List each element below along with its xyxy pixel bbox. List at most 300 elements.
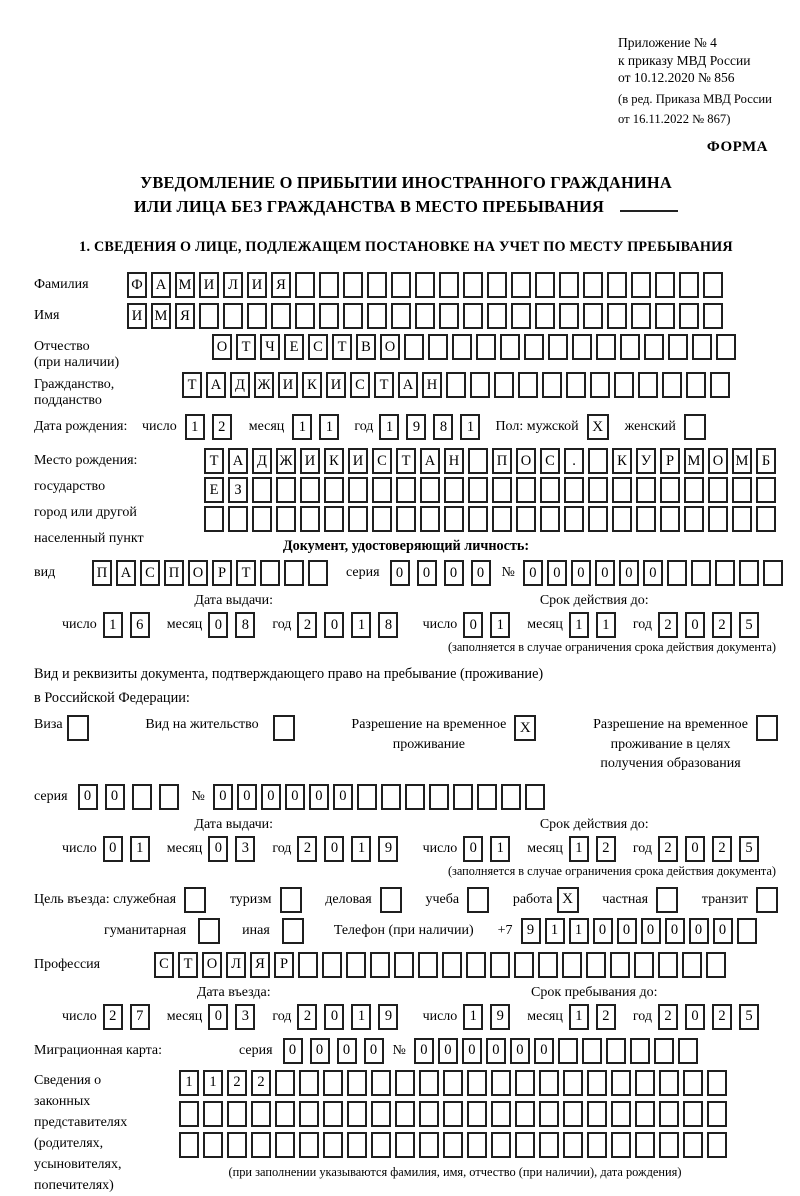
form-cell [668, 334, 688, 360]
form-cell [319, 303, 339, 329]
form-cell [587, 1070, 607, 1096]
form-cell: 1 [545, 918, 565, 944]
purpose-work-checkbox: X [557, 887, 579, 913]
form-cell: 0 [103, 836, 123, 862]
form-cell [563, 1070, 583, 1096]
form-cell [611, 1070, 631, 1096]
form-cell: 1 [185, 414, 205, 440]
form-cell [539, 1132, 559, 1158]
form-cell [467, 1070, 487, 1096]
identity-doc-row [34, 560, 778, 586]
form-cell [542, 372, 562, 398]
form-cell [343, 303, 363, 329]
form-cell: 0 [641, 918, 661, 944]
form-cell [562, 952, 582, 978]
phone-prefix: +7 [497, 922, 513, 938]
form-cell: 0 [208, 612, 228, 638]
form-cell [583, 272, 603, 298]
surname-label: Фамилия [34, 277, 89, 293]
form-cell: А [151, 272, 171, 298]
form-cell: Л [223, 272, 243, 298]
form-cell: О [708, 448, 728, 474]
purpose-humanitarian-label: гуманитарная [104, 922, 187, 938]
form-cell [588, 448, 608, 474]
form-cell: А [206, 372, 226, 398]
appendix-block [618, 34, 778, 127]
form-cell: Т [236, 560, 256, 586]
purpose-business: деловая [325, 887, 401, 913]
form-cell: Я [271, 272, 291, 298]
form-cell [348, 477, 368, 503]
form-cell [558, 1038, 578, 1064]
form-cell [587, 1132, 607, 1158]
form-cell [707, 1101, 727, 1127]
form-cell [347, 1132, 367, 1158]
appendix-line: от 10.12.2020 № 856 [618, 70, 735, 86]
form-cell [515, 1101, 535, 1127]
option-visa: Виза [34, 715, 89, 741]
form-cell: 0 [462, 1038, 482, 1064]
patronymic-label: Отчество (при наличии) [34, 339, 120, 371]
form-cell: 2 [658, 612, 678, 638]
form-cell: С [540, 448, 560, 474]
form-cell [308, 560, 328, 586]
form-cell [756, 506, 776, 532]
form-cell: 1 [351, 836, 371, 862]
form-cell: 0 [595, 560, 615, 586]
form-cell [323, 1132, 343, 1158]
form-cell: 0 [534, 1038, 554, 1064]
form-cell [635, 1070, 655, 1096]
form-cell: А [228, 448, 248, 474]
purpose-transit: транзит [702, 887, 778, 913]
form-cell: Б [756, 448, 776, 474]
form-cell [203, 1101, 223, 1127]
form-cell [756, 477, 776, 503]
form-cell: 7 [130, 1004, 150, 1030]
form-cell: 1 [103, 612, 123, 638]
sex-male-checkbox: X [587, 414, 609, 440]
form-cell [372, 506, 392, 532]
form-cell: О [188, 560, 208, 586]
form-cell: О [380, 334, 400, 360]
form-cell [572, 334, 592, 360]
form-cell [563, 1101, 583, 1127]
form-cell: 5 [739, 612, 759, 638]
form-cell [223, 303, 243, 329]
option-temp-permit: Разрешение на временное проживание X [351, 715, 536, 754]
form-cell: 8 [433, 414, 453, 440]
form-cell [660, 506, 680, 532]
form-cell: 0 [414, 1038, 434, 1064]
form-label: ФОРМА [706, 139, 768, 156]
form-cell: Е [284, 334, 304, 360]
form-cell: 1 [130, 836, 150, 862]
purpose-row-2 [34, 918, 778, 944]
doc-kind-label: вид [34, 565, 56, 581]
form-cell [566, 372, 586, 398]
citizenship-cells [182, 372, 734, 398]
form-cell [415, 303, 435, 329]
form-cell [284, 560, 304, 586]
identity-doc-dates [34, 593, 778, 638]
form-cell [371, 1070, 391, 1096]
form-cell [444, 506, 464, 532]
form-cell [539, 1101, 559, 1127]
form-cell: И [127, 303, 147, 329]
purpose-official-checkbox [184, 887, 206, 913]
birth-year-cells [379, 414, 487, 440]
form-cell [612, 506, 632, 532]
form-cell: 1 [351, 1004, 371, 1030]
form-cell [490, 952, 510, 978]
form-cell [446, 372, 466, 398]
form-cell [295, 272, 315, 298]
residence-permit-checkbox [273, 715, 295, 741]
rvp-number-cells [213, 784, 549, 810]
form-cell [395, 1070, 415, 1096]
form-cell [511, 303, 531, 329]
purpose-private-checkbox [656, 887, 678, 913]
migration-card-row [34, 1038, 778, 1064]
form-cell: 0 [685, 836, 705, 862]
form-cell: 1 [203, 1070, 223, 1096]
form-cell: К [612, 448, 632, 474]
form-cell [467, 1132, 487, 1158]
form-cell [739, 560, 759, 586]
form-cell [391, 303, 411, 329]
form-cell [298, 952, 318, 978]
form-cell: Л [226, 952, 246, 978]
form-cell: О [212, 334, 232, 360]
form-cell [372, 477, 392, 503]
form-cell [715, 560, 735, 586]
form-cell: 1 [569, 836, 589, 862]
form-cell: Т [178, 952, 198, 978]
form-cell [276, 477, 296, 503]
form-cell [659, 1132, 679, 1158]
form-cell: Р [212, 560, 232, 586]
purpose-humanitarian-checkbox [198, 918, 220, 944]
representatives-note: (при заполнении указываются фамилия, имя, отчество (при наличии), дата рождения) [228, 1164, 682, 1179]
mig-number-cells [414, 1038, 702, 1064]
form-cell [346, 952, 366, 978]
form-cell [708, 477, 728, 503]
form-cell [634, 952, 654, 978]
form-cell: И [278, 372, 298, 398]
edition-line: (в ред. Приказа МВД России [618, 91, 772, 106]
form-cell [468, 477, 488, 503]
form-cell [590, 372, 610, 398]
mig-series-label: серия [239, 1042, 273, 1058]
form-cell: 0 [390, 560, 410, 586]
form-cell: 0 [261, 784, 281, 810]
form-cell: А [398, 372, 418, 398]
form-cell [692, 334, 712, 360]
form-cell [494, 372, 514, 398]
form-cell: 0 [486, 1038, 506, 1064]
form-cell: Т [182, 372, 202, 398]
form-cell [227, 1101, 247, 1127]
form-cell [614, 372, 634, 398]
form-cell [514, 952, 534, 978]
form-cell: С [308, 334, 328, 360]
form-cell [132, 784, 152, 810]
patronymic-row [34, 334, 778, 371]
stay-until-group: Срок пребывания до: число 1 9 месяц 1 2 год 2 0 2 5 [423, 985, 766, 1030]
form-cell: 9 [406, 414, 426, 440]
form-cell [596, 334, 616, 360]
form-cell: П [164, 560, 184, 586]
purpose-tourism-checkbox [280, 887, 302, 913]
form-cell: П [492, 448, 512, 474]
form-cell: 0 [593, 918, 613, 944]
form-cell [679, 303, 699, 329]
form-cell: 2 [297, 1004, 317, 1030]
form-cell [678, 1038, 698, 1064]
form-cell: Т [396, 448, 416, 474]
form-cell [610, 952, 630, 978]
form-cell [588, 506, 608, 532]
form-cell [295, 303, 315, 329]
form-cell: 0 [463, 836, 483, 862]
form-cell [275, 1101, 295, 1127]
form-cell [500, 334, 520, 360]
form-cell: М [684, 448, 704, 474]
phone-label: Телефон (при наличии) [333, 922, 474, 938]
form-cell [515, 1070, 535, 1096]
form-cell [501, 784, 521, 810]
form-cell: 0 [685, 1004, 705, 1030]
form-cell [299, 1132, 319, 1158]
form-cell [395, 1132, 415, 1158]
form-cell: 1 [569, 1004, 589, 1030]
birth-place-cells [204, 448, 780, 535]
form-cell [535, 272, 555, 298]
form-cell [415, 272, 435, 298]
rvp-number-label: № [191, 788, 205, 804]
doc-series-label: серия [346, 565, 380, 581]
purpose-business-checkbox [380, 887, 402, 913]
form-cell [732, 477, 752, 503]
form-cell: 2 [712, 612, 732, 638]
sex-female-label: женский [624, 419, 676, 435]
form-cell: Ф [127, 272, 147, 298]
form-cell: З [228, 477, 248, 503]
form-cell: Н [444, 448, 464, 474]
form-cell [607, 272, 627, 298]
form-cell: М [151, 303, 171, 329]
citizenship-label: Гражданство, подданство [34, 377, 115, 409]
form-cell [324, 506, 344, 532]
patronymic-cells [212, 334, 740, 360]
form-cell: Т [332, 334, 352, 360]
form-cell [540, 506, 560, 532]
form-cell: 5 [739, 836, 759, 862]
form-cell: 1 [379, 414, 399, 440]
form-cell [452, 334, 472, 360]
representatives-row [34, 1070, 778, 1196]
form-cell [347, 1070, 367, 1096]
form-cell [631, 272, 651, 298]
form-cell [468, 506, 488, 532]
form-cell: С [140, 560, 160, 586]
form-cell [660, 477, 680, 503]
form-cell [391, 272, 411, 298]
form-cell [564, 477, 584, 503]
form-cell [275, 1070, 295, 1096]
purpose-official: Цель въезда: служебная [34, 887, 206, 913]
form-cell: Т [204, 448, 224, 474]
citizenship-row [34, 372, 778, 409]
form-cell: 0 [213, 784, 233, 810]
purpose-study-checkbox [467, 887, 489, 913]
form-cell: С [372, 448, 392, 474]
form-cell: Ж [276, 448, 296, 474]
doc-kind-cells [92, 560, 332, 586]
purpose-study: учеба [425, 887, 489, 913]
form-cell [419, 1132, 439, 1158]
form-cell [654, 1038, 674, 1064]
form-cell [518, 372, 538, 398]
edition-line: от 16.11.2022 № 867) [618, 112, 731, 126]
form-cell [323, 1070, 343, 1096]
entry-date-group: Дата въезда: число 2 7 месяц 0 3 год 2 0 1 9 [62, 985, 405, 1030]
form-cell: 0 [643, 560, 663, 586]
form-cell [443, 1070, 463, 1096]
appendix-line: Приложение № 4 [618, 35, 717, 50]
form-cell [251, 1101, 271, 1127]
form-cell [324, 477, 344, 503]
form-cell [612, 477, 632, 503]
form-cell: . [564, 448, 584, 474]
form-cell: Д [230, 372, 250, 398]
form-title [34, 172, 778, 219]
option-residence-permit: Вид на жительство [145, 715, 294, 741]
form-cell [470, 372, 490, 398]
form-cell: М [732, 448, 752, 474]
form-cell [655, 303, 675, 329]
form-cell [683, 1132, 703, 1158]
form-cell: И [348, 448, 368, 474]
form-cell: 0 [309, 784, 329, 810]
form-cell: 1 [179, 1070, 199, 1096]
form-cell: О [516, 448, 536, 474]
form-cell [635, 1101, 655, 1127]
form-cell: 0 [547, 560, 567, 586]
form-cell: И [300, 448, 320, 474]
form-cell: И [326, 372, 346, 398]
form-cell [706, 952, 726, 978]
form-cell: 2 [297, 836, 317, 862]
form-cell: 0 [523, 560, 543, 586]
form-cell: Я [250, 952, 270, 978]
phone-cells [521, 918, 761, 944]
rvp-series-label: серия [34, 788, 68, 804]
form-cell [737, 918, 757, 944]
form-cell [516, 477, 536, 503]
form-cell: 1 [569, 918, 589, 944]
rvp-series-cells [78, 784, 186, 810]
form-cell: М [175, 272, 195, 298]
form-cell: В [356, 334, 376, 360]
form-cell: 0 [324, 612, 344, 638]
option-edu-permit: Разрешение на временное проживание в целях получения образования [593, 715, 778, 774]
form-cell [539, 1070, 559, 1096]
form-cell [467, 1101, 487, 1127]
form-cell: 2 [251, 1070, 271, 1096]
migration-card-label: Миграционная карта: [34, 1042, 163, 1058]
form-cell [370, 952, 390, 978]
form-cell: И [199, 272, 219, 298]
form-cell [319, 272, 339, 298]
form-cell [710, 372, 730, 398]
purpose-transit-checkbox [756, 887, 778, 913]
form-cell [347, 1101, 367, 1127]
purpose-private: частная [602, 887, 678, 913]
form-cell [511, 272, 531, 298]
form-cell [516, 506, 536, 532]
form-cell: 0 [617, 918, 637, 944]
form-cell [276, 506, 296, 532]
form-title-line1: УВЕДОМЛЕНИЕ О ПРИБЫТИИ ИНОСТРАННОГО ГРАЖДАНИНА [140, 173, 672, 193]
form-cell [644, 334, 664, 360]
form-cell [587, 1101, 607, 1127]
form-cell: 0 [438, 1038, 458, 1064]
form-cell [659, 1101, 679, 1127]
form-cell [559, 303, 579, 329]
form-cell [703, 272, 723, 298]
form-cell [658, 952, 678, 978]
form-cell: 0 [208, 836, 228, 862]
form-cell [686, 372, 706, 398]
mig-number-label: № [392, 1042, 406, 1058]
form-cell [228, 506, 248, 532]
form-cell: 0 [571, 560, 591, 586]
form-cell: 3 [235, 1004, 255, 1030]
form-cell [252, 477, 272, 503]
form-cell: 1 [490, 612, 510, 638]
form-cell: Ж [254, 372, 274, 398]
form-cell: 1 [292, 414, 312, 440]
form-cell: С [350, 372, 370, 398]
given-name-label: Имя [34, 308, 60, 324]
form-cell [491, 1070, 511, 1096]
form-cell: Я [175, 303, 195, 329]
form-cell [684, 506, 704, 532]
form-cell [419, 1101, 439, 1127]
form-cell: Т [374, 372, 394, 398]
form-cell [395, 1101, 415, 1127]
form-cell: 2 [227, 1070, 247, 1096]
form-cell [251, 1132, 271, 1158]
form-cell: И [247, 272, 267, 298]
form-cell [443, 1101, 463, 1127]
form-cell: 0 [337, 1038, 357, 1064]
form-cell [405, 784, 425, 810]
form-cell: 0 [444, 560, 464, 586]
form-cell [247, 303, 267, 329]
day-label: число [142, 419, 177, 435]
purpose-tourism: туризм [230, 887, 302, 913]
form-cell [357, 784, 377, 810]
identity-doc-heading: Документ, удостоверяющий личность: [282, 538, 530, 555]
form-cell [707, 1132, 727, 1158]
form-cell [204, 506, 224, 532]
purpose-other-label: иная [242, 922, 270, 938]
form-cell [491, 1132, 511, 1158]
form-cell [487, 303, 507, 329]
